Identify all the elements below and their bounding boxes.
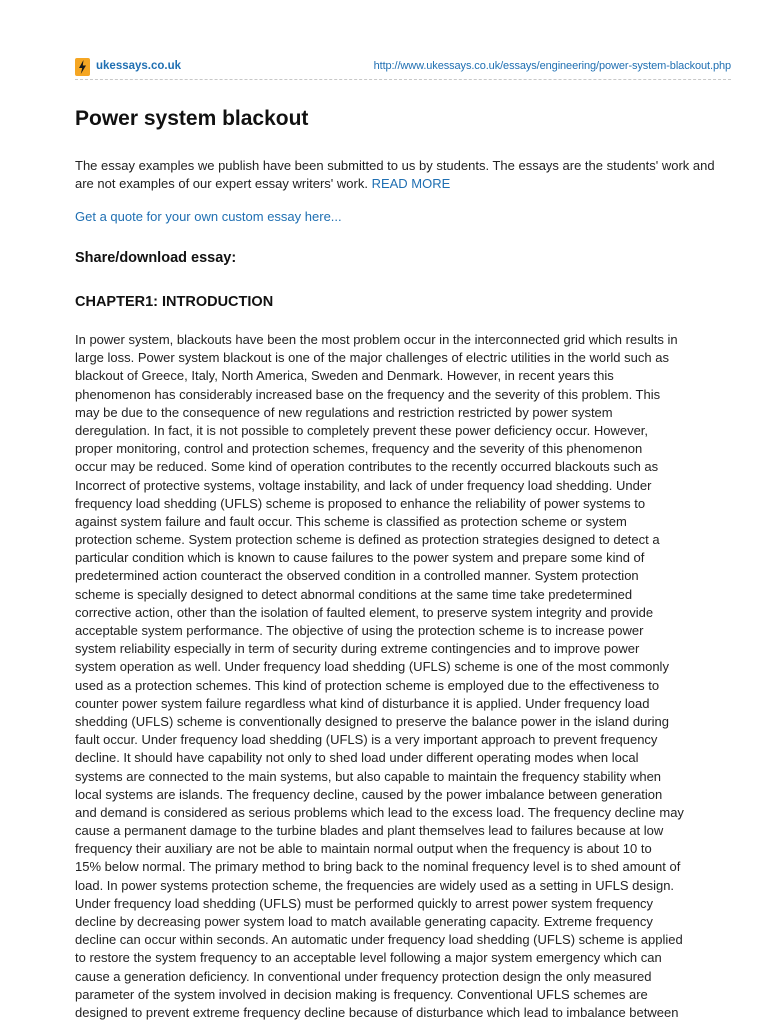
ukessays-logo-icon <box>75 58 90 76</box>
body-text-line: cause a generation deficiency. In conventional under frequency protection design the only measured <box>75 968 652 984</box>
body-text-line: load. In power systems protection scheme, the frequencies are widely used as a setting in UFLS design. <box>75 877 675 893</box>
body-text-line: Incorrect of protective systems, voltage instability, and lack of under frequency load shedding. Under <box>75 477 652 493</box>
chapter-heading: CHAPTER1: INTRODUCTION <box>75 294 274 310</box>
body-text-line: corrective action, other than the isolation of faulted element, to preserve system integrity and provide <box>75 604 654 620</box>
body-text-line: to restore the system frequency to an acceptable level following a major system emergency which can <box>75 950 662 966</box>
body-text-line: local systems are islands. The frequency decline, caused by the power imbalance between generation <box>75 786 663 802</box>
body-text-line: against system failure and fault occur. This scheme is classified as protection scheme or system <box>75 513 627 529</box>
body-text-line: acceptable system performance. The objective of using the protection scheme is to increase power <box>75 623 644 638</box>
body-text-line: proper monitoring, control and protection schemes, frequency and the severity of this phenomenon <box>75 441 643 457</box>
body-text-line: decline by decreasing power system load to match available generating capacity. Extreme frequency <box>75 914 653 929</box>
site-name-link[interactable]: ukessays.co.uk <box>96 60 182 72</box>
body-text-line: used as a protection schemes. This kind of protection scheme is employed due to the effectiveness to <box>75 677 660 693</box>
share-download-heading: Share/download essay: <box>75 250 237 266</box>
body-text-line: designed to prevent extreme frequency decline because of disturbance which lead to imbalance between <box>75 1004 679 1020</box>
body-text-line: may be due to the consequence of new regulations and restriction restricted by power system <box>75 404 613 420</box>
body-text-line: blackout of Greece, Italy, North America, Sweden and Denmark. However, in recent years this <box>75 368 614 384</box>
body-text-line: occur may be reduced. Some kind of operation contributes to the recently occurred blackouts such as <box>75 459 659 475</box>
body-text-line: system operation as well. Under frequency load shedding (UFLS) scheme is one of the most commonly <box>75 659 669 675</box>
body-text-line: predetermined action counteract the observed condition in a controlled manner. System protection <box>75 568 639 584</box>
read-more-link[interactable]: READ MORE <box>371 176 451 191</box>
body-text-line: large loss. Power system blackout is one of the major challenges of electric utilities in the world such as <box>75 350 669 366</box>
get-quote-link[interactable]: Get a quote for your own custom essay here... <box>75 209 342 224</box>
body-text-line: decline can occur within seconds. An automatic under frequency load shedding (UFLS) scheme is applied <box>75 932 683 948</box>
body-text-line: deregulation. In fact, it is not possible to completely prevent these power deficiency occur. However, <box>75 422 649 438</box>
body-text-line: 15% below normal. The primary method to bring back to the nominal frequency level is to shed amount of <box>75 859 681 875</box>
body-text-line: cause a permanent damage to the turbine blades and plant themselves lead to failures because at low <box>75 823 664 839</box>
body-text-line: scheme is specially designed to detect abnormal conditions at the same time take predetermined <box>75 586 633 602</box>
body-text-line: frequency load shedding (UFLS) scheme is proposed to enhance the reliability of power systems to <box>75 495 646 511</box>
body-text-line: fault occur. Under frequency load shedding (UFLS) is a very important approach to prevent frequency <box>75 732 658 748</box>
body-text-line: particular condition which is known to cause failures to the power system and prepare some kind of <box>75 550 645 566</box>
body-text-line: In power system, blackouts have been the most problem occur in the interconnected grid which results in <box>75 332 678 347</box>
body-text-line: systems are connected to the main systems, but also capable to maintain the frequency stability when <box>75 768 662 784</box>
body-text-line: parameter of the system involved in decision making is frequency. Conventional UFLS schemes are <box>75 986 648 1002</box>
essay-body <box>75 331 735 1022</box>
body-text-line: Under frequency load shedding (UFLS) must be performed quickly to arrest power system frequency <box>75 895 654 911</box>
body-text-line: counter power system failure regardless what kind of disturbance it is applied. Under frequency load <box>75 695 650 711</box>
body-text-line: frequency their auxiliary are not be able to maintain normal output when the frequency is about 10 to <box>75 841 652 857</box>
body-text-line: phenomenon has considerably increased base on the frequency and the severity of this problem. This <box>75 386 661 402</box>
body-text-line: and demand is considered as serious problems which lead to the excess load. The frequency decline may <box>75 804 684 820</box>
body-text-line: protection scheme. System protection scheme is defined as protection strategies designed to detect a <box>75 532 660 548</box>
body-text-line: system reliability especially in term of security during extreme contingencies and to improve power <box>75 641 640 657</box>
intro-text: The essay examples we publish have been submitted to us by students. The essays are the students' work and are not examples of our expert essay writers' work. <box>75 158 715 191</box>
intro-paragraph <box>75 157 730 193</box>
page-url-link[interactable]: http://www.ukessays.co.uk/essays/engineering/power-system-blackout.php <box>373 60 731 72</box>
page-title: Power system blackout <box>75 107 309 130</box>
body-text-line: decline. It should have capability not only to shed load under different operating modes when local <box>75 750 639 766</box>
body-text-line: shedding (UFLS) scheme is conventionally designed to preserve the balance power in the island during <box>75 713 670 729</box>
page-header <box>75 57 731 80</box>
